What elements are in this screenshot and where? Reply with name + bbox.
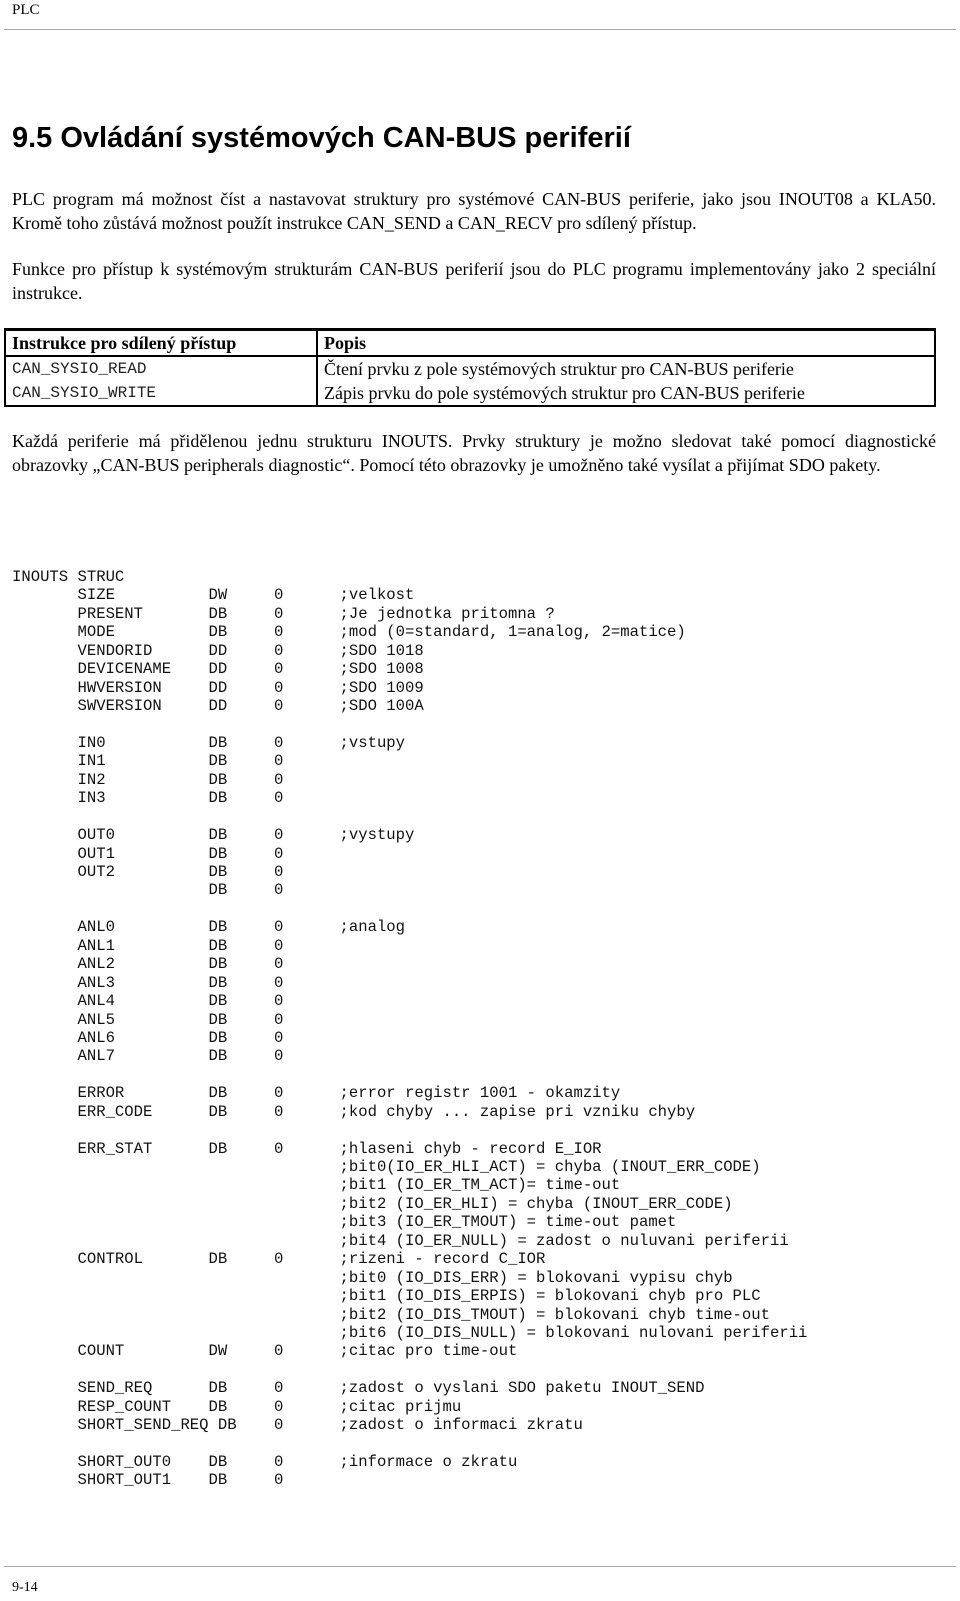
code-line: ;bit1 (IO_DIS_ERPIS) = blokovani chyb pro PLC <box>12 1287 761 1306</box>
code-line: RESP_COUNT DB 0 ;citac prijmu <box>12 1397 462 1416</box>
code-line: OUT2 DB 0 <box>12 863 284 881</box>
code-line: HWVERSION DD 0 ;SDO 1009 <box>12 678 424 697</box>
code-line <box>12 1361 807 1379</box>
code-line: ;bit6 (IO_DIS_NULL) = blokovani nulovani periferii <box>12 1323 808 1342</box>
table-header-description: Popis <box>317 330 935 357</box>
code-line: ;bit2 (IO_DIS_TMOUT) = blokovani chyb time-out <box>12 1305 770 1324</box>
page-number: 9-14 <box>12 1580 38 1595</box>
code-line: IN2 DB 0 <box>12 770 284 789</box>
instruction-name: CAN_SYSIO_WRITE <box>5 381 317 406</box>
code-line: SIZE DW 0 ;velkost <box>12 586 415 605</box>
code-line: DB 0 <box>12 881 284 900</box>
intro-paragraph: PLC program má možnost číst a nastavovat struktury pro systémové CAN-BUS periferie, jako jsou INOUT08 a KLA50. Kromě toho zůstává možnost použít instrukce CAN_SEND a CAN_RECV pro sdílený přístup. <box>12 189 936 233</box>
code-line: ERR_CODE DB 0 ;kod chyby ... zapise pri vzniku chyby <box>12 1102 696 1121</box>
code-line: ANL6 DB 0 <box>12 1028 284 1047</box>
code-line: PRESENT DB 0 ;Je jednotka pritomna ? <box>12 604 555 623</box>
code-line: COUNT DW 0 ;citac pro time-out <box>12 1342 518 1361</box>
code-line: ERR_STAT DB 0 ;hlaseni chyb - record E_IOR <box>12 1139 602 1158</box>
table-row <box>5 381 935 406</box>
code-line <box>12 1435 807 1453</box>
code-line <box>12 808 807 826</box>
instruction-table <box>4 328 936 407</box>
code-line: CONTROL DB 0 ;rizeni - record C_IOR <box>12 1250 546 1269</box>
code-line: ;bit0(IO_ER_HLI_ACT) = chyba (INOUT_ERR_CODE) <box>12 1158 761 1176</box>
instruction-description: Zápis prvku do pole systémových struktur pro CAN-BUS periferie <box>317 381 935 406</box>
code-line: ;bit4 (IO_ER_NULL) = zadost o nuluvani periferii <box>12 1231 789 1250</box>
code-line: SHORT_OUT1 DB 0 <box>12 1471 284 1490</box>
functions-paragraph: Funkce pro přístup k systémovým strukturám CAN-BUS periferií jsou do PLC programu implementovány jako 2 speciální instrukce. <box>12 259 936 303</box>
code-line: DEVICENAME DD 0 ;SDO 1008 <box>12 660 424 679</box>
running-header: PLC <box>12 2 40 18</box>
code-line: SWVERSION DD 0 ;SDO 100A <box>12 697 424 716</box>
inouts-paragraph: Každá periferie má přidělenou jednu strukturu INOUTS. Prvky struktury je možno sledovat také pomocí diagnostické obrazovky „CAN-BUS peripherals diagnostic“. Pomocí této obrazovky je umožněno také vysílat a přijímat SDO pakety. <box>12 431 936 475</box>
code-line: ;bit1 (IO_ER_TM_ACT)= time-out <box>12 1176 621 1195</box>
code-line: OUT0 DB 0 ;vystupy <box>12 826 415 845</box>
code-line: MODE DB 0 ;mod (0=standard, 1=analog, 2=matice) <box>12 623 686 642</box>
code-line: SHORT_SEND_REQ DB 0 ;zadost o informaci zkratu <box>12 1416 583 1435</box>
code-line: ;bit3 (IO_ER_TMOUT) = time-out pamet <box>12 1213 677 1232</box>
code-line: ;bit2 (IO_ER_HLI) = chyba (INOUT_ERR_CODE) <box>12 1194 733 1213</box>
instruction-description: Čtení prvku z pole systémových struktur pro CAN-BUS periferie <box>317 356 935 381</box>
header-rule <box>4 29 956 30</box>
code-line: OUT1 DB 0 <box>12 844 284 863</box>
table-header-row <box>5 330 935 357</box>
code-line: SHORT_OUT0 DB 0 ;informace o zkratu <box>12 1453 518 1471</box>
table-row <box>5 356 935 381</box>
code-line: ANL5 DB 0 <box>12 1010 284 1029</box>
code-line <box>12 1121 807 1139</box>
code-listing <box>12 568 807 1490</box>
instruction-name: CAN_SYSIO_READ <box>5 356 317 381</box>
code-line: ;bit0 (IO_DIS_ERR) = blokovani vypisu chyb <box>12 1268 733 1287</box>
code-line: ANL1 DB 0 <box>12 936 284 955</box>
code-line: SEND_REQ DB 0 ;zadost o vyslani SDO paketu INOUT_SEND <box>12 1379 705 1398</box>
section-title: 9.5 Ovládání systémových CAN-BUS periferií <box>12 122 631 154</box>
code-line: IN3 DB 0 <box>12 789 284 808</box>
footer-rule <box>4 1566 956 1567</box>
code-line: INOUTS STRUC <box>12 568 125 586</box>
code-line: IN1 DB 0 <box>12 752 284 771</box>
code-line: ERROR DB 0 ;error registr 1001 - okamzity <box>12 1084 621 1103</box>
code-line: ANL3 DB 0 <box>12 973 284 992</box>
code-line <box>12 900 807 918</box>
code-line: ANL2 DB 0 <box>12 955 284 974</box>
code-line: ANL0 DB 0 ;analog <box>12 918 406 937</box>
code-line <box>12 1066 807 1084</box>
code-line: ANL4 DB 0 <box>12 992 284 1011</box>
table-header-instruction: Instrukce pro sdílený přístup <box>5 330 317 357</box>
code-line: IN0 DB 0 ;vstupy <box>12 733 406 752</box>
code-line: ANL7 DB 0 <box>12 1047 284 1066</box>
code-line <box>12 716 807 734</box>
code-line: VENDORID DD 0 ;SDO 1018 <box>12 641 424 660</box>
